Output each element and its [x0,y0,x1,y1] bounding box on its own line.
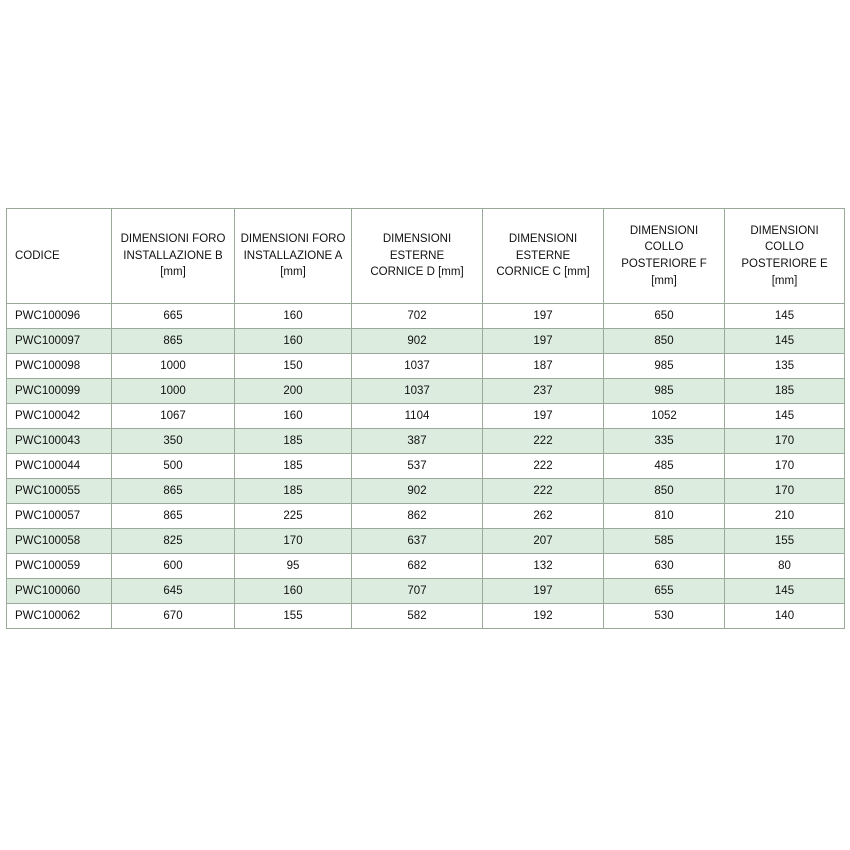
dimension-cell: 850 [604,329,725,354]
dimension-cell: 145 [725,579,845,604]
dimension-cell: 185 [235,429,352,454]
product-code-cell: PWC100059 [7,554,112,579]
dimension-cell: 1000 [112,354,235,379]
dimension-cell: 145 [725,404,845,429]
column-header-line: [mm] [160,266,186,279]
dimension-cell: 985 [604,379,725,404]
dimension-cell: 197 [483,304,604,329]
column-header-line: DIMENSIONI [750,224,819,237]
product-code-cell: PWC100060 [7,579,112,604]
dimension-cell: 160 [235,304,352,329]
dimension-cell: 170 [725,454,845,479]
table-row [7,379,845,404]
dimension-cell: 335 [604,429,725,454]
column-header-code [7,209,112,304]
dimension-cell: 1037 [352,379,483,404]
dimension-cell: 387 [352,429,483,454]
product-code-cell: PWC100055 [7,479,112,504]
dimension-cell: 197 [483,404,604,429]
dimension-cell: 850 [604,479,725,504]
dimension-cell: 197 [483,329,604,354]
table-row [7,404,845,429]
dimension-cell: 1104 [352,404,483,429]
dimension-cell: 530 [604,604,725,629]
dimension-cell: 160 [235,579,352,604]
product-code-cell: PWC100042 [7,404,112,429]
dimension-cell: 135 [725,354,845,379]
column-header-line: ESTERNE [515,249,571,262]
dimension-cell: 222 [483,429,604,454]
column-header-line: INSTALLAZIONE B [123,249,223,262]
product-code-cell: PWC100058 [7,529,112,554]
column-header-6 [725,209,845,304]
product-code-cell: PWC100096 [7,304,112,329]
product-code-cell: PWC100057 [7,504,112,529]
table-header-row [7,209,845,304]
dimension-cell: 145 [725,304,845,329]
dimension-cell: 810 [604,504,725,529]
dimension-cell: 537 [352,454,483,479]
dimension-cell: 222 [483,479,604,504]
table-row [7,454,845,479]
dimension-cell: 197 [483,579,604,604]
dimension-cell: 1037 [352,354,483,379]
dimension-cell: 707 [352,579,483,604]
table-row [7,304,845,329]
dimension-cell: 637 [352,529,483,554]
product-code-cell: PWC100043 [7,429,112,454]
dimension-cell: 862 [352,504,483,529]
dimension-cell: 1067 [112,404,235,429]
dimension-cell: 185 [235,479,352,504]
dimension-cell: 200 [235,379,352,404]
dimension-cell: 485 [604,454,725,479]
dimension-cell: 600 [112,554,235,579]
dimension-cell: 187 [483,354,604,379]
column-header-line: DIMENSIONI FORO [240,232,346,245]
dimension-cell: 160 [235,404,352,429]
dimension-cell: 225 [235,504,352,529]
product-code-cell: PWC100097 [7,329,112,354]
column-header-4 [483,209,604,304]
dimension-cell: 160 [235,329,352,354]
dimension-cell: 145 [725,329,845,354]
table-row [7,579,845,604]
dimension-cell: 150 [235,354,352,379]
column-header-3 [352,209,483,304]
column-header-line: [mm] [651,274,677,287]
column-header-line: CORNICE D [mm] [370,266,464,279]
dimension-cell: 155 [235,604,352,629]
dimension-cell: 902 [352,329,483,354]
column-header-line: COLLO [765,241,804,254]
table-row [7,479,845,504]
dimension-cell: 1000 [112,379,235,404]
table-row [7,429,845,454]
dimension-cell: 825 [112,529,235,554]
dimension-cell: 865 [112,504,235,529]
dimension-cell: 207 [483,529,604,554]
dimension-cell: 1052 [604,404,725,429]
dimension-cell: 500 [112,454,235,479]
column-header-1 [112,209,235,304]
dimension-cell: 665 [112,304,235,329]
dimension-cell: 132 [483,554,604,579]
dimension-cell: 80 [725,554,845,579]
dimension-cell: 865 [112,329,235,354]
dimension-cell: 702 [352,304,483,329]
dimension-cell: 185 [725,379,845,404]
column-header-line: ESTERNE [389,249,445,262]
dimension-cell: 350 [112,429,235,454]
column-header-line: DIMENSIONI [382,232,452,245]
column-header-2 [235,209,352,304]
dimension-cell: 222 [483,454,604,479]
dimension-cell: 170 [725,429,845,454]
dimension-cell: 670 [112,604,235,629]
dimension-cell: 645 [112,579,235,604]
dimension-cell: 155 [725,529,845,554]
column-header-line: POSTERIORE F [621,258,707,270]
dimension-cell: 585 [604,529,725,554]
column-header-line: INSTALLAZIONE A [243,249,343,262]
dimension-cell: 210 [725,504,845,529]
dimension-cell: 650 [604,304,725,329]
table-row [7,329,845,354]
column-header-line: CODICE [15,249,60,262]
column-header-line: DIMENSIONI [629,224,699,237]
table-row [7,554,845,579]
product-code-cell: PWC100062 [7,604,112,629]
column-header-line: [mm] [280,266,306,279]
table-row [7,504,845,529]
dimension-cell: 655 [604,579,725,604]
dimension-cell: 630 [604,554,725,579]
table-header [7,209,845,304]
column-header-line: [mm] [771,274,798,287]
dimension-cell: 185 [235,454,352,479]
column-header-line: CORNICE C [mm] [496,266,590,279]
product-code-cell: PWC100044 [7,454,112,479]
dimension-cell: 140 [725,604,845,629]
dimension-cell: 902 [352,479,483,504]
dimension-cell: 682 [352,554,483,579]
dimension-cell: 262 [483,504,604,529]
product-code-cell: PWC100098 [7,354,112,379]
table-row [7,604,845,629]
dimension-cell: 582 [352,604,483,629]
table-row [7,354,845,379]
column-header-line: POSTERIORE E [741,258,828,270]
column-header-5 [604,209,725,304]
dimension-cell: 170 [725,479,845,504]
dimension-cell: 237 [483,379,604,404]
dimension-cell: 170 [235,529,352,554]
table-row [7,529,845,554]
column-header-line: DIMENSIONI [508,232,578,245]
dimension-cell: 95 [235,554,352,579]
dimension-cell: 865 [112,479,235,504]
dimensions-table-container [6,208,844,629]
dimension-cell: 192 [483,604,604,629]
dimension-cell: 985 [604,354,725,379]
dimensions-table [6,208,845,629]
product-code-cell: PWC100099 [7,379,112,404]
table-body [7,304,845,629]
column-header-line: DIMENSIONI FORO [120,232,226,245]
column-header-line: COLLO [644,241,684,254]
